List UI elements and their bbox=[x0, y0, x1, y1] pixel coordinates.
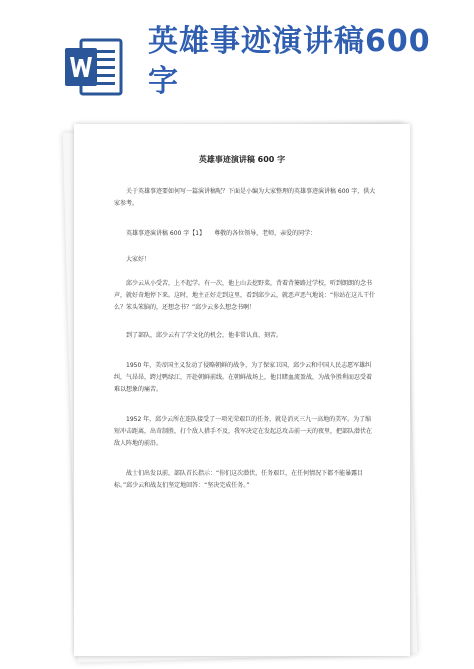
paragraph: 英雄事迹演讲稿 600 字【1】 尊敬的各位领导，老师，亲爱的同学： bbox=[126, 230, 317, 237]
document-page bbox=[74, 124, 410, 656]
paragraph: 1952 年，邱少云所在连队接受了一项光荣艰巨的任务，就是消灭三九一高地的美军。为了缩短冲击距离，出奇制胜，打个敌人措手不及，我军决定在发起总攻击前一天的夜里，把部队潜伏在敌人阵地的前沿。 bbox=[114, 416, 373, 447]
paragraph: 邱少云从小受苦，上不起学。有一次，他上山去挖野菜，背着背篓路过学校，听到朗朗的念书声，就好奇地停下来。这时，地主正好走到这里，看到邱少云，就恶声恶气地说：“你站在这儿干什么？笨头笨脑的，还想念书？”邱少云多么想念书啊！ bbox=[114, 280, 376, 311]
document-title: 英雄事迹演讲稿 600 字 bbox=[198, 155, 286, 164]
paragraph: 战士们出发以前，部队首长指示：“你们这次潜伏，任务艰巨，在任何情况下都不能暴露目标。”邱少云和战友们坚定地回答：“坚决完成任务。” bbox=[114, 470, 364, 489]
banner-title: 英雄事迹演讲稿600字 bbox=[148, 24, 431, 99]
paragraph: 关于英雄事迹要如何写一篇演讲稿呢？下面是小编为大家整理的英雄事迹演讲稿 600 字，供大家参考。 bbox=[114, 188, 376, 207]
paragraph: 大家好！ bbox=[126, 256, 151, 263]
word-document-icon bbox=[63, 36, 125, 98]
paragraph: 1950 年，美帝国主义发动了侵略朝鲜的战争，为了保家卫国，邱少云和中国人民志愿军雄纠纠，气昂昂，跨过鸭绿江，开赴朝鲜前线。在朝鲜战场上，他目睹血流盈战，为战争胜利而忍受着难以想象的痛苦。 bbox=[114, 362, 373, 393]
paragraph: 到了部队，邱少云有了学文化的机会，他非常认真、刻苦。 bbox=[126, 332, 283, 339]
banner bbox=[0, 0, 474, 118]
